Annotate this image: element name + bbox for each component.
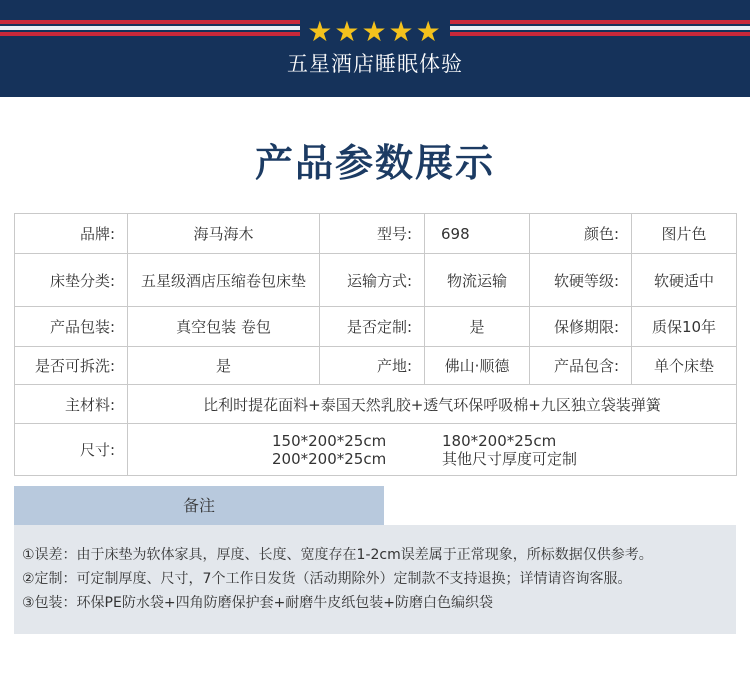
param-label: 是否可拆洗: — [15, 347, 128, 385]
param-label: 运输方式: — [320, 254, 425, 307]
material-value: 比利时提花面料+泰国天然乳胶+透气环保呼吸棉+九区独立袋装弹簧 — [128, 385, 737, 424]
table-row — [15, 214, 737, 254]
param-label: 产地: — [320, 347, 425, 385]
product-params-table — [14, 213, 737, 476]
notes-title: 备注 — [14, 486, 384, 525]
table-row — [15, 254, 737, 307]
param-value: 真空包装 卷包 — [128, 307, 320, 347]
param-label: 型号: — [320, 214, 425, 254]
param-value: 佛山·顺德 — [425, 347, 530, 385]
param-label: 主材料: — [15, 385, 128, 424]
table-row — [15, 385, 737, 424]
param-label: 尺寸: — [15, 424, 128, 476]
five-stars-icon: ★★★★★ — [307, 15, 443, 48]
size-option: 150*200*25cm — [272, 431, 387, 450]
param-value: 单个床垫 — [632, 347, 737, 385]
param-value: 质保10年 — [632, 307, 737, 347]
param-label: 产品包装: — [15, 307, 128, 347]
param-value: 海马海木 — [128, 214, 320, 254]
param-label: 床垫分类: — [15, 254, 128, 307]
notes-box — [14, 525, 736, 634]
param-value: 是 — [425, 307, 530, 347]
note-item: ①误差：由于床垫为软体家具，厚度、长度、宽度存在1-2cm误差属于正常现象，所标数据仅供参考。 — [22, 547, 653, 563]
size-option: 180*200*25cm — [442, 431, 557, 450]
table-row — [15, 424, 737, 476]
param-label: 颜色: — [530, 214, 632, 254]
param-value: 五星级酒店压缩卷包床垫 — [128, 254, 320, 307]
param-label: 产品包含: — [530, 347, 632, 385]
param-label: 软硬等级: — [530, 254, 632, 307]
section-title: 产品参数展示 — [254, 141, 495, 185]
size-option: 其他尺寸厚度可定制 — [442, 449, 578, 468]
param-value: 698 — [425, 214, 530, 254]
size-option: 200*200*25cm — [272, 449, 387, 468]
param-label: 保修期限: — [530, 307, 632, 347]
param-value: 软硬适中 — [632, 254, 737, 307]
note-item: ②定制：可定制厚度、尺寸，7个工作日发货（活动期除外）定制款不支持退换；详情请咨询客服。 — [22, 571, 632, 587]
table-row — [15, 347, 737, 385]
param-label: 品牌: — [15, 214, 128, 254]
table-row — [15, 307, 737, 347]
param-value: 物流运输 — [425, 254, 530, 307]
size-values — [128, 424, 737, 476]
param-value: 图片色 — [632, 214, 737, 254]
note-item: ③包装：环保PE防水袋+四角防磨保护套+耐磨牛皮纸包装+防磨白色编织袋 — [22, 595, 494, 611]
header-banner — [0, 0, 750, 97]
param-label: 是否定制: — [320, 307, 425, 347]
banner-title: 五星酒店睡眠体验 — [287, 52, 463, 76]
param-value: 是 — [128, 347, 320, 385]
